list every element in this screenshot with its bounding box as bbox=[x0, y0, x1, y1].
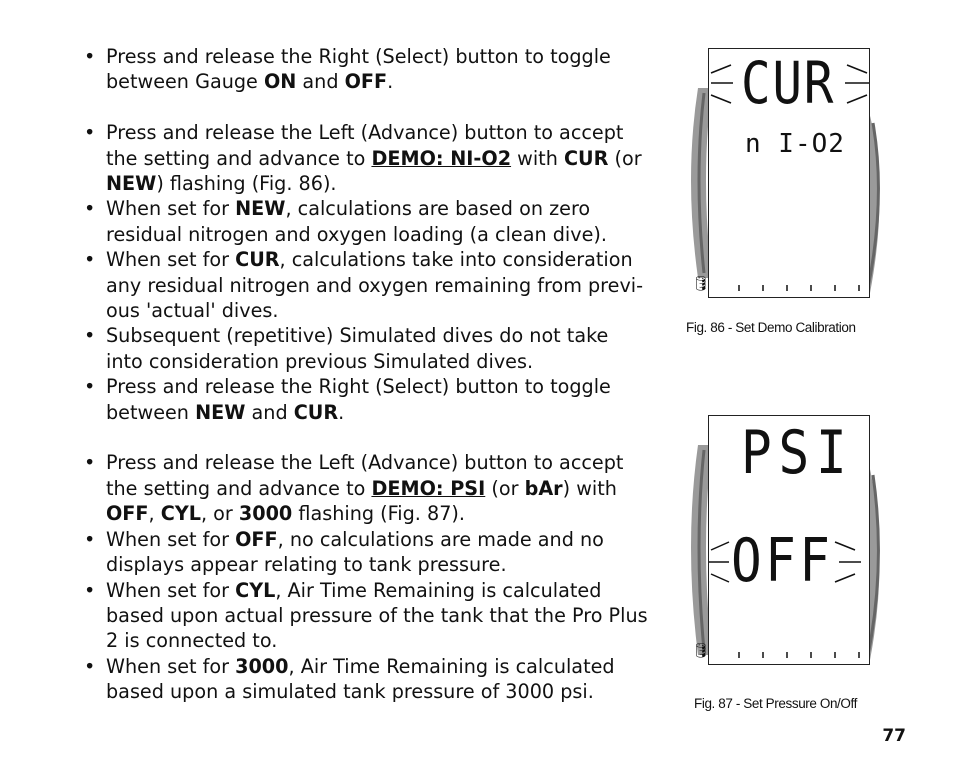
bold-term: 3000 bbox=[235, 654, 289, 678]
bold-term: OFF bbox=[235, 527, 278, 551]
bullet-item bbox=[84, 578, 649, 654]
paragraph-gap bbox=[84, 95, 649, 120]
bullet-text: and bbox=[245, 400, 294, 424]
bullet-item bbox=[84, 374, 649, 425]
tank-icon-87: 🛢 bbox=[692, 643, 710, 659]
bold-term: NEW bbox=[106, 172, 157, 196]
bullet-text: When set for bbox=[106, 248, 236, 272]
bullet-text: When set for bbox=[106, 527, 236, 551]
lcd-screen-87 bbox=[708, 415, 870, 665]
fig86-caption: Fig. 86 - Set Demo Calibration bbox=[686, 320, 856, 335]
bullet-text: , Air Time Remaining is calculated based upon actual pressure of the tank that the Pro Plus 2 is connected to. bbox=[106, 578, 648, 653]
bullet-text: . bbox=[338, 400, 345, 424]
bullet-glyph: • bbox=[84, 578, 96, 602]
bullet-glyph: • bbox=[84, 654, 96, 678]
bullet-text: ) with bbox=[562, 476, 617, 500]
bold-term: bAr bbox=[524, 476, 563, 500]
bullet-glyph: • bbox=[84, 197, 96, 221]
bullet-item bbox=[84, 323, 649, 374]
bold-term: CYL bbox=[235, 578, 276, 602]
bullet-item bbox=[84, 120, 649, 196]
bullet-text: , bbox=[148, 502, 161, 526]
lcd-line2-87: OFF bbox=[731, 526, 834, 596]
bullet-text: Press and release the Left (Advance) button to accept the setting and advance to bbox=[106, 121, 624, 170]
bold-term: ON bbox=[263, 70, 297, 94]
bullet-text: Press and release the Right (Select) button to toggle between Gauge bbox=[106, 45, 611, 94]
fig87-caption: Fig. 87 - Set Pressure On/Off bbox=[694, 696, 857, 711]
bullet-glyph: • bbox=[84, 248, 96, 272]
bullet-text: When set for bbox=[106, 578, 236, 602]
bullet-glyph: • bbox=[84, 324, 96, 348]
underlined-term: DEMO: PSI bbox=[371, 476, 486, 500]
figure-86 bbox=[690, 48, 890, 303]
bold-term: OFF bbox=[106, 502, 149, 526]
bullet-text: , calculations take into consideration any residual nitrogen and oxygen remaining from previ- ous 'actual' dives. bbox=[106, 248, 644, 323]
bullet-text: . bbox=[387, 70, 394, 94]
bold-term: CYL bbox=[160, 502, 201, 526]
bold-term: CUR bbox=[563, 146, 609, 170]
bullet-item bbox=[84, 247, 649, 323]
lcd-line1-87: PSI bbox=[741, 418, 854, 488]
tank-icon-86: 🛢 bbox=[692, 276, 710, 292]
lcd-line2-86: n I-O2 bbox=[745, 129, 845, 159]
bold-term: 3000 bbox=[238, 502, 293, 526]
bold-term: CUR bbox=[235, 248, 280, 272]
bullet-text: flashing (Fig. 87). bbox=[292, 502, 465, 526]
underlined-term: DEMO: NI-O2 bbox=[371, 146, 512, 170]
bullet-text: , Air Time Remaining is calculated based upon a simulated tank pressure of 3000 psi. bbox=[106, 654, 615, 704]
bullet-text: , no calculations are made and no displays appear relating to tank pressure. bbox=[106, 527, 604, 577]
lcd-screen-86 bbox=[708, 48, 870, 298]
bullet-text: , or bbox=[200, 502, 239, 526]
bold-term: CUR bbox=[293, 400, 339, 424]
body-text bbox=[84, 44, 649, 705]
bullet-item bbox=[84, 654, 649, 705]
bullet-glyph: • bbox=[84, 121, 96, 145]
bullet-text: and bbox=[296, 70, 345, 94]
paragraph-gap bbox=[84, 425, 649, 450]
bullet-text: ) flashing (Fig. 86). bbox=[156, 172, 337, 196]
bullet-text: , calculations are based on zero residual nitrogen and oxygen loading (a clean dive). bbox=[106, 197, 607, 246]
bullet-glyph: • bbox=[84, 45, 96, 68]
page-number: 77 bbox=[882, 726, 906, 746]
bullet-text: Subsequent (repetitive) Simulated dives do not take into consideration previous Simulated dives. bbox=[106, 324, 609, 373]
figure-87 bbox=[690, 415, 890, 670]
bullet-text: Press and release the Right (Select) button to toggle between bbox=[106, 375, 611, 424]
bullet-text: Press and release the Left (Advance) button to accept the setting and advance to bbox=[106, 451, 624, 500]
bullet-text: (or bbox=[485, 476, 525, 500]
bullet-text: When set for bbox=[106, 654, 236, 678]
bullet-text: with bbox=[511, 146, 564, 170]
bullet-item bbox=[84, 44, 649, 95]
bullet-glyph: • bbox=[84, 451, 96, 475]
bold-term: NEW bbox=[235, 197, 286, 221]
bullet-item bbox=[84, 196, 649, 247]
bullet-text: When set for bbox=[106, 197, 236, 221]
bullet-item bbox=[84, 527, 649, 578]
lcd-line1-86: CUR bbox=[741, 49, 836, 117]
bullet-glyph: • bbox=[84, 375, 96, 399]
bold-term: NEW bbox=[195, 400, 246, 424]
bullet-glyph: • bbox=[84, 527, 96, 551]
bold-term: OFF bbox=[344, 70, 388, 94]
bullet-text: (or bbox=[608, 146, 642, 170]
bullet-item bbox=[84, 450, 649, 526]
